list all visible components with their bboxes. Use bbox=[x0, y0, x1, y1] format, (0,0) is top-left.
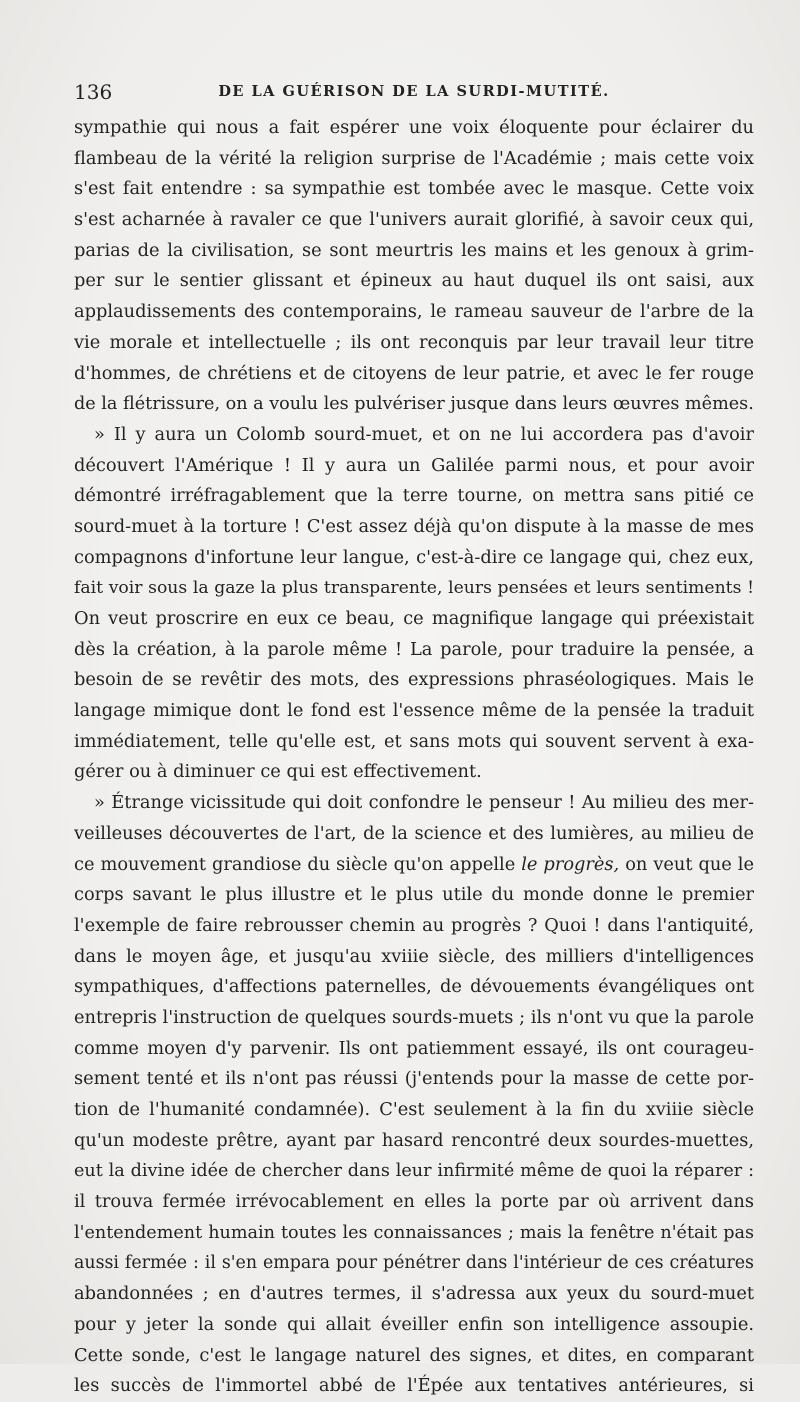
text-line: comme moyen d'y parvenir. Ils ont patiemment essayé, ils ont courageu- bbox=[74, 1037, 754, 1059]
text-line: découvert l'Amérique ! Il y aura un Galilée parmi nous, et pour avoir bbox=[74, 454, 754, 476]
text-line: qu'un modeste prêtre, ayant par hasard rencontré deux sourdes-muettes, bbox=[74, 1129, 754, 1151]
text-line: les succès de l'immortel abbé de l'Épée aux tentatives antérieures, si bbox=[74, 1375, 754, 1397]
text-line: sement tenté et ils n'ont pas réussi (j'entends pour la masse de cette por- bbox=[74, 1068, 754, 1090]
text-line: immédiatement, telle qu'elle est, et sans mots qui souvent servent à exa- bbox=[74, 730, 754, 752]
italic-phrase: le progrès, bbox=[521, 853, 620, 875]
text-line: Cette sonde, c'est le langage naturel des signes, et dites, en comparant bbox=[74, 1344, 754, 1366]
text-line: veilleuses découvertes de l'art, de la science et des lumières, au milieu de bbox=[74, 822, 754, 844]
text-line: l'entendement humain toutes les connaissances ; mais la fenêtre n'était pas bbox=[74, 1222, 754, 1243]
page-header bbox=[74, 80, 754, 106]
text-line: gérer ou à diminuer ce qui est effectivement. bbox=[74, 761, 482, 783]
text-line: d'hommes, de chrétiens et de citoyens de leur patrie, et avec le fer rouge bbox=[74, 362, 754, 384]
paragraph-start-line: » Il y aura un Colomb sourd-muet, et on ne lui accordera pas d'avoir bbox=[94, 423, 754, 445]
text-line: compagnons d'infortune leur langue, c'est-à-dire ce langage qui, chez eux, bbox=[74, 546, 754, 568]
paragraph-start-line: » Étrange vicissitude qui doit confondre le penseur ! Au milieu des mer- bbox=[94, 792, 754, 814]
text-line: parias de la civilisation, se sont meurtris les mains et les genoux à grim- bbox=[74, 239, 754, 261]
text-line: applaudissements des contemporains, le rameau sauveur de l'arbre de la bbox=[74, 301, 754, 323]
running-title: DE LA GUÉRISON DE LA SURDI-MUTITÉ. bbox=[218, 83, 610, 100]
text-line: dans le moyen âge, et jusqu'au xviiie siècle, des milliers d'intelligences bbox=[74, 945, 754, 967]
text-line: démontré irréfragablement que la terre tourne, on mettra sans pitié ce bbox=[74, 485, 754, 507]
text-line: sympathiques, d'affections paternelles, de dévouements évangéliques ont bbox=[74, 976, 754, 998]
text-line: sourd-muet à la torture ! C'est assez déjà qu'on dispute à la masse de mes bbox=[74, 515, 754, 537]
text-line: s'est fait entendre : sa sympathie est tombée avec le masque. Cette voix bbox=[74, 178, 754, 200]
text-segment: on veut que le bbox=[625, 853, 754, 875]
text-line: flambeau de la vérité la religion surprise de l'Académie ; mais cette voix bbox=[74, 147, 754, 169]
body-text bbox=[74, 113, 754, 1402]
text-line: tion de l'humanité condamnée). C'est seulement à la fin du xviiie siècle bbox=[74, 1099, 754, 1120]
page-number: 136 bbox=[74, 80, 113, 104]
text-line: de la flétrissure, on a voulu les pulvériser jusque dans leurs œuvres mêmes. bbox=[74, 394, 754, 415]
text-line: corps savant le plus illustre et le plus utile du monde donne le premier bbox=[74, 884, 754, 906]
text-line: On veut proscrire en eux ce beau, ce magnifique langage qui préexistait bbox=[74, 608, 754, 629]
text-line: il trouva fermée irrévocablement en elles la porte par où arrivent dans bbox=[74, 1191, 754, 1213]
text-line: besoin de se revêtir des mots, des expressions phraséologiques. Mais le bbox=[74, 669, 754, 691]
text-line: entrepris l'instruction de quelques sourds-muets ; ils n'ont vu que la parole bbox=[74, 1006, 754, 1028]
text-line: fait voir sous la gaze la plus transparente, leurs pensées et leurs sentiments ! bbox=[74, 578, 754, 599]
text-line: abandonnées ; en d'autres termes, il s'adressa aux yeux du sourd-muet bbox=[74, 1283, 754, 1305]
text-line-with-italic bbox=[74, 850, 754, 881]
text-line: s'est acharnée à ravaler ce que l'univers aurait glorifié, à savoir ceux qui, bbox=[74, 209, 754, 231]
text-line: pour y jeter la sonde qui allait éveiller enfin son intelligence assoupie. bbox=[74, 1313, 754, 1335]
text-line: l'exemple de faire rebrousser chemin au progrès ? Quoi ! dans l'antiquité, bbox=[74, 914, 754, 936]
text-line: eut la divine idée de chercher dans leur infirmité même de quoi la réparer : bbox=[74, 1161, 754, 1182]
text-line: sympathie qui nous a fait espérer une voix éloquente pour éclairer du bbox=[74, 117, 754, 138]
text-line: per sur le sentier glissant et épineux au haut duquel ils ont saisi, aux bbox=[74, 270, 754, 292]
text-line: aussi fermée : il s'en empara pour pénétrer dans l'intérieur de ces créatures bbox=[74, 1253, 754, 1274]
text-line: vie morale et intellectuelle ; ils ont reconquis par leur travail leur titre bbox=[74, 331, 754, 353]
text-segment: ce mouvement grandiose du siècle qu'on appelle bbox=[74, 853, 516, 875]
text-line: dès la création, à la parole même ! La parole, pour traduire la pensée, a bbox=[74, 638, 754, 660]
text-line: langage mimique dont le fond est l'essence même de la pensée la traduit bbox=[74, 700, 754, 722]
